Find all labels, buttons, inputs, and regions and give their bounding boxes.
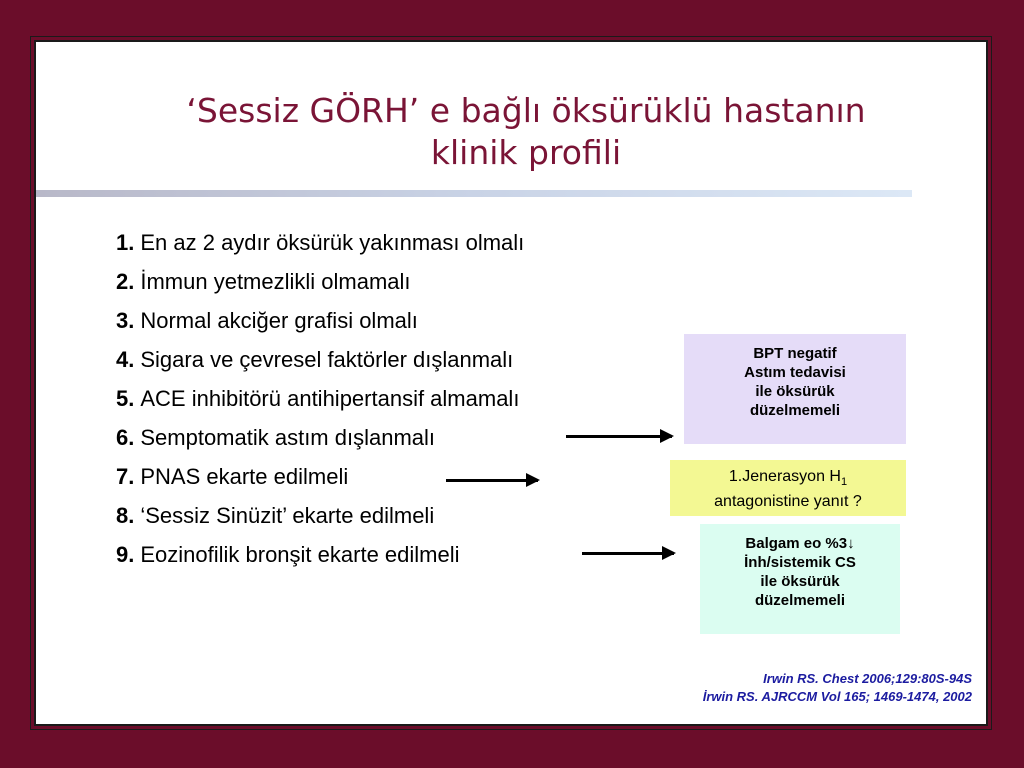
box-line: düzelmemeli (749, 402, 841, 419)
arrow-right-icon (582, 552, 674, 555)
item-number: 4. (116, 347, 135, 372)
box-line: ile öksürük (755, 383, 835, 400)
list-item (116, 540, 524, 579)
criteria-list (116, 228, 524, 579)
box-line: Balgam eo %3↓ (745, 535, 855, 552)
list-item (116, 384, 524, 423)
item-number: 3. (116, 308, 135, 333)
box-line (670, 467, 906, 492)
item-text: Normal akciğer grafisi olmalı (140, 308, 418, 333)
item-text: En az 2 aydır öksürük yakınması olmalı (140, 230, 525, 255)
list-item (116, 267, 524, 306)
item-number: 6. (116, 425, 135, 450)
item-number: 7. (116, 464, 135, 489)
bpt-negative-box (684, 334, 906, 444)
box-line: antagonistine yanıt ? (714, 493, 862, 511)
item-number: 2. (116, 269, 135, 294)
item-text: Eozinofilik bronşit ekarte edilmeli (140, 542, 460, 567)
list-item (116, 228, 524, 267)
box-line: ile öksürük (760, 573, 840, 590)
item-text: Semptomatik astım dışlanmalı (140, 425, 436, 450)
item-text: PNAS ekarte edilmeli (140, 464, 349, 489)
item-number: 8. (116, 503, 135, 528)
box-line: düzelmemeli (754, 592, 846, 609)
title-line-2: klinik profili (430, 133, 622, 172)
box-text: 1.Jenerasyon H (728, 468, 841, 485)
item-number: 1. (116, 230, 135, 255)
antihistamine-response-box (670, 460, 906, 516)
item-number: 9. (116, 542, 135, 567)
box-line: Astım tedavisi (744, 364, 846, 381)
slide (34, 40, 988, 726)
subscript: 1 (840, 476, 848, 489)
item-text: ACE inhibitörü antihipertansif almamalı (140, 386, 520, 411)
item-text: ‘Sessiz Sinüzit’ ekarte edilmeli (140, 503, 435, 528)
reference-line: İrwin RS. AJRCCM Vol 165; 1469-1474, 2002 (702, 689, 972, 704)
arrow-right-icon (566, 435, 672, 438)
list-item (116, 345, 524, 384)
box-line: BPT negatif (753, 345, 837, 362)
references (703, 670, 972, 706)
title-line-1: ‘Sessiz GÖRH’ e bağlı öksürüklü hastanın (186, 91, 866, 130)
list-item (116, 306, 524, 345)
reference-line: Irwin RS. Chest 2006;129:80S-94S (763, 671, 972, 686)
box-line: İnh/sistemik CS (744, 554, 856, 571)
item-number: 5. (116, 386, 135, 411)
sputum-eosinophil-box (700, 524, 900, 634)
list-item (116, 423, 524, 462)
list-item (116, 501, 524, 540)
title-divider (36, 190, 912, 197)
arrow-right-icon (446, 479, 538, 482)
item-text: İmmun yetmezlikli olmamalı (140, 269, 411, 294)
item-text: Sigara ve çevresel faktörler dışlanmalı (140, 347, 514, 372)
slide-title (96, 90, 956, 174)
